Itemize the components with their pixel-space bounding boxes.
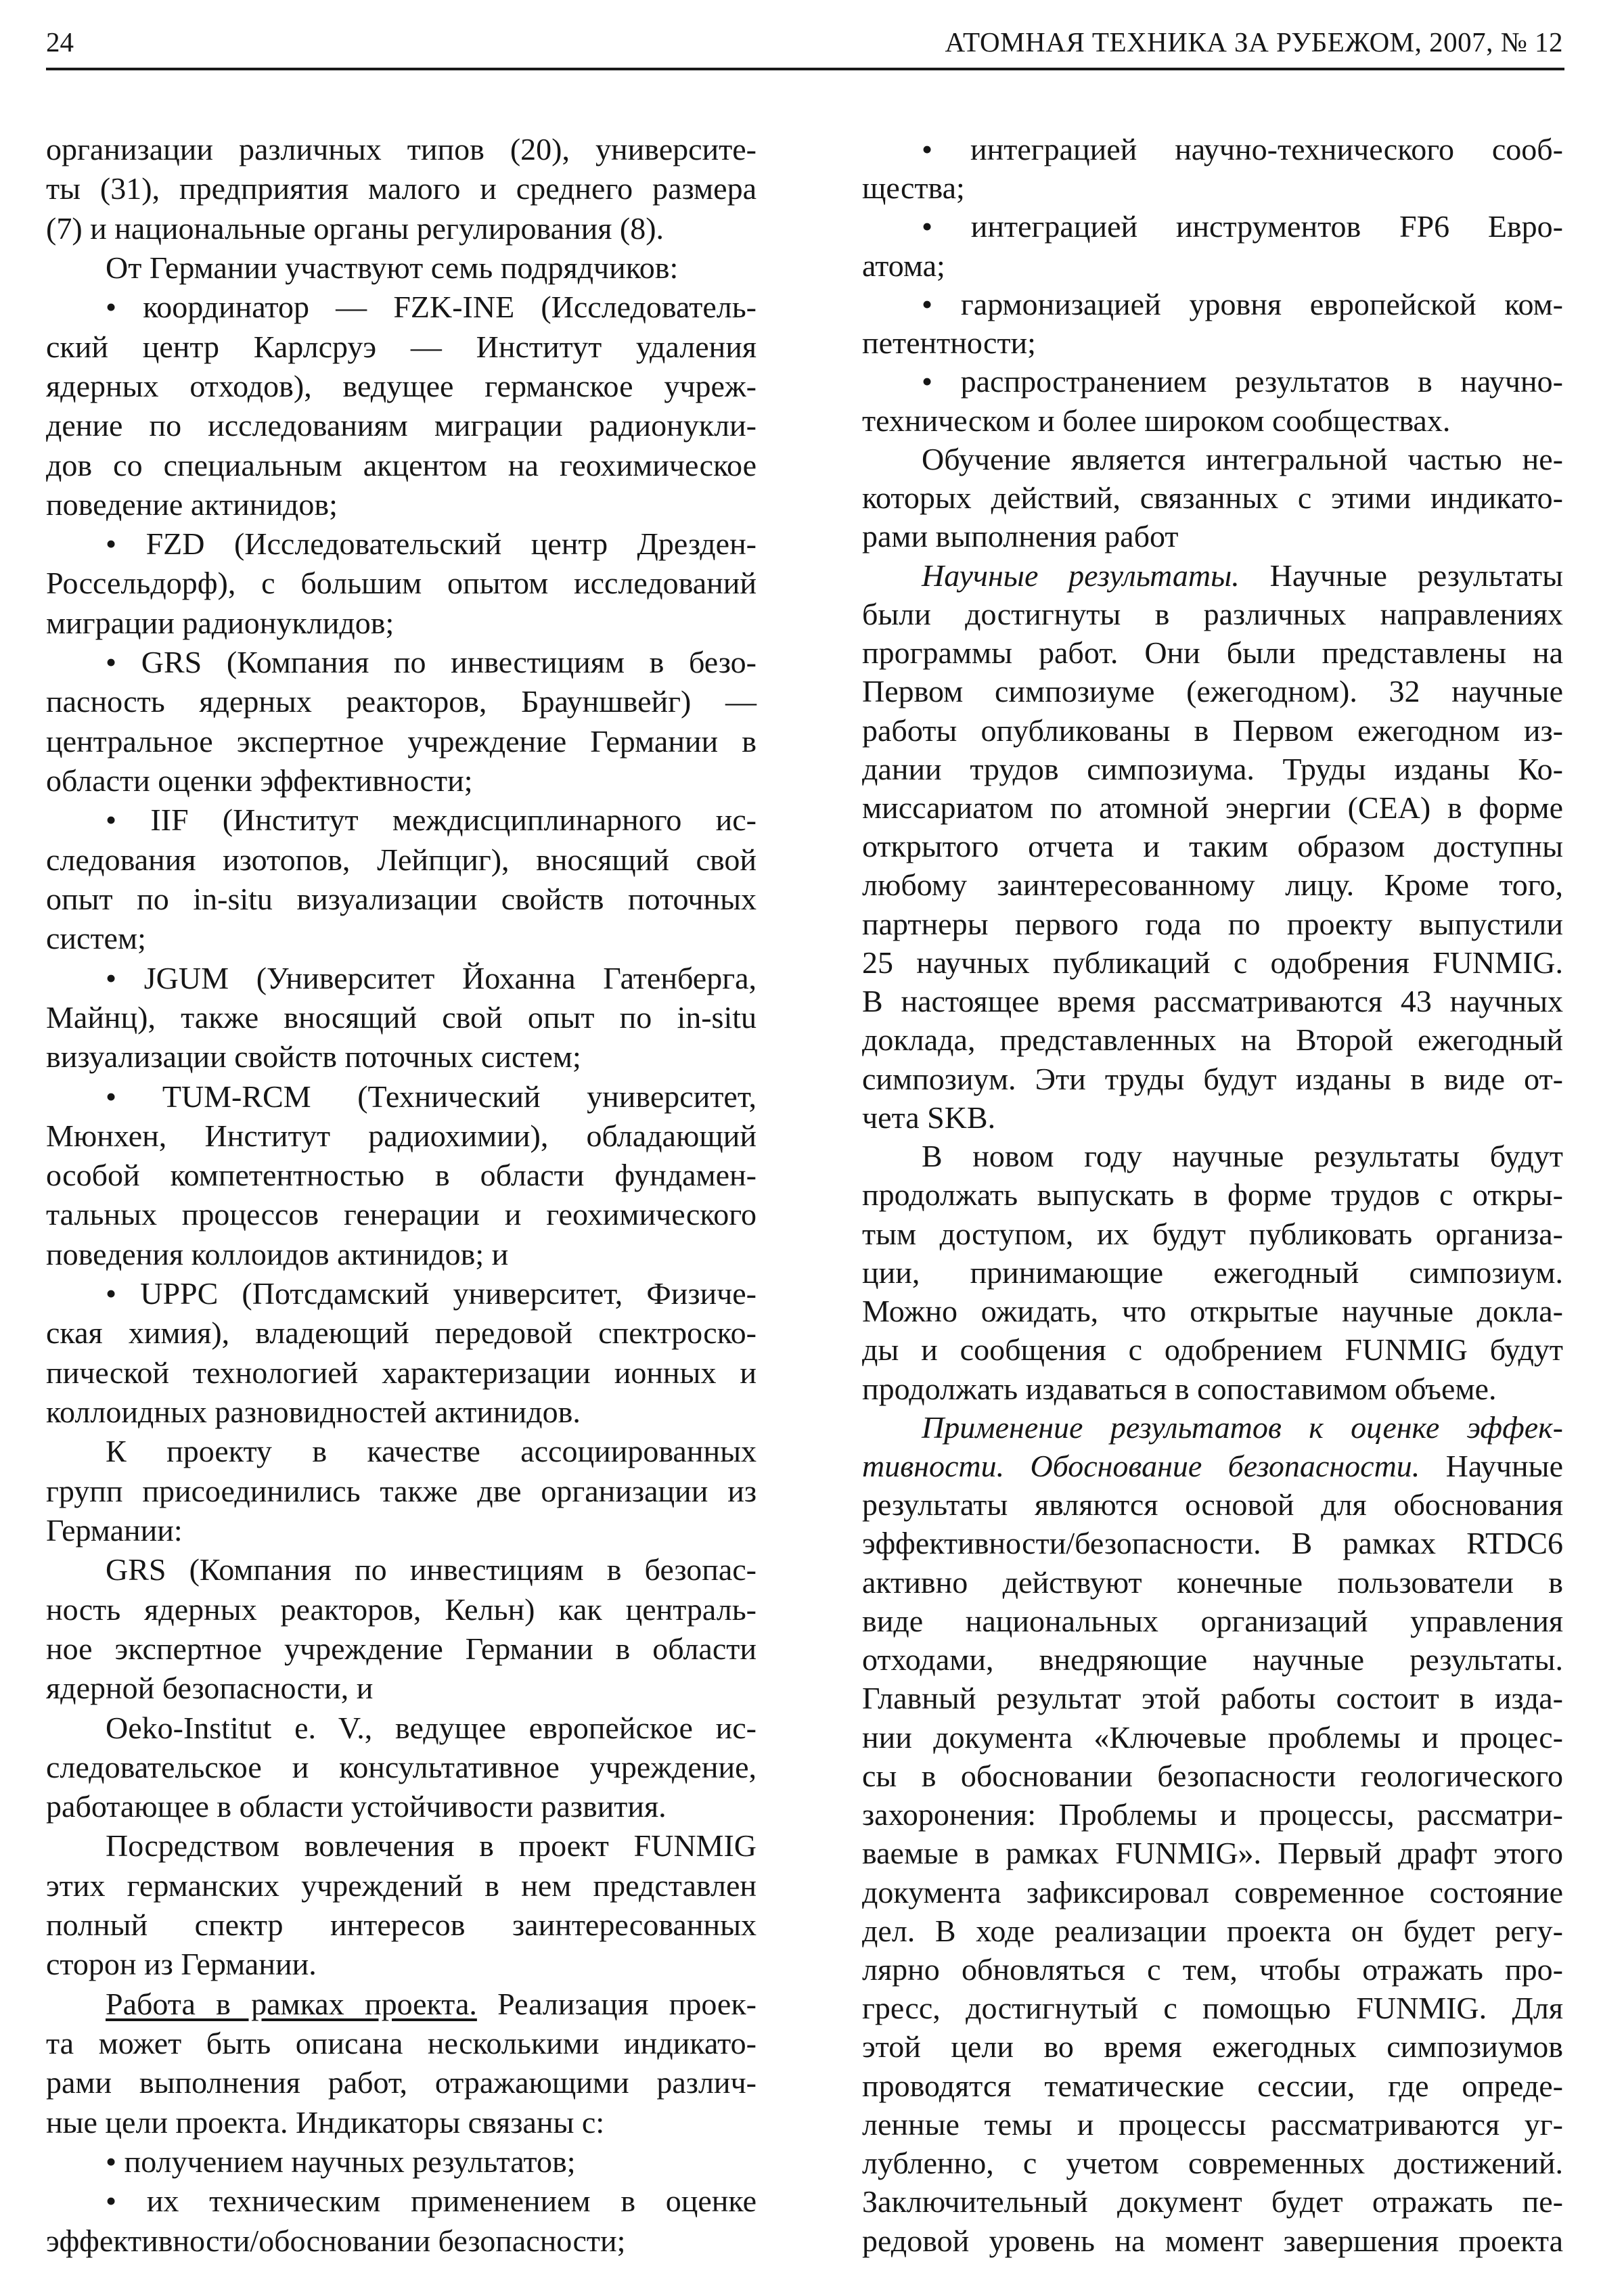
- text-line: [862, 480, 1563, 516]
- line-text: щества;: [862, 171, 965, 206]
- text-line: [862, 1487, 1563, 1523]
- text-line: [862, 1448, 1563, 1485]
- text-line: [862, 983, 1563, 1020]
- line-text: ты (31), предприятия малого и среднего размера: [46, 171, 757, 206]
- text-line: [862, 790, 1563, 826]
- text-line: [862, 1138, 1563, 1175]
- text-line: [46, 1433, 757, 1470]
- text-line: [46, 171, 757, 207]
- line-text: ное экспертное учреждение Германии в области: [46, 1631, 757, 1666]
- line-text: эффективности/обосновании безопасности;: [46, 2223, 626, 2258]
- line-text: центральное экспертное учреждение Германии в: [46, 723, 757, 759]
- line-text: программы работ. Они были представлены на: [862, 635, 1563, 671]
- line-text: ность ядерных реакторов, Кельн) как централь-: [46, 1591, 757, 1627]
- line-text: эффективности/безопасности. В рамках RTDC6: [862, 1526, 1563, 1561]
- line-text: Можно ожидать, что открытые научные докла-: [862, 1294, 1563, 1329]
- text-line: [862, 1332, 1563, 1368]
- text-column-right: [862, 131, 1563, 2259]
- line-text: 25 научных публикаций с одобрения FUNMIG.: [862, 945, 1563, 980]
- text-line: [46, 644, 757, 681]
- text-line: [46, 1631, 757, 1667]
- text-line: [862, 1642, 1563, 1678]
- text-line: [862, 248, 1563, 284]
- line-text: опыт по in-situ визуализации свойств поточных: [46, 881, 757, 916]
- line-text: следования изотопов, Лейпциг), вносящий свой: [46, 842, 757, 877]
- line-text: ленные темы и процессы рассматриваются уг-: [862, 2106, 1563, 2142]
- line-text: Майнц), также вносящий свой опыт по in-situ: [46, 999, 757, 1035]
- line-text: поведения коллоидов актинидов; и: [46, 1236, 509, 1271]
- text-line: [862, 1525, 1563, 1562]
- line-text: активно действуют конечные пользователи в: [862, 1564, 1563, 1600]
- text-line: [862, 1216, 1563, 1252]
- text-line: [46, 1986, 757, 2023]
- text-line: [46, 487, 757, 523]
- line-text: дение по исследованиям миграции радионукли-: [46, 408, 757, 443]
- line-text: • JGUM (Университет Йоханна Гатенберга,: [106, 960, 757, 995]
- text-line: [862, 1874, 1563, 1911]
- line-text: лярно обновляться с тем, чтобы отражать про-: [862, 1952, 1563, 1987]
- text-line: [862, 2106, 1563, 2143]
- text-line: [46, 999, 757, 1036]
- line-text: • GRS (Компания по инвестициям в безо-: [106, 645, 757, 680]
- line-text: атома;: [862, 248, 945, 283]
- line-text: виде национальных организаций управления: [862, 1603, 1563, 1638]
- text-line: [46, 1670, 757, 1707]
- text-line: [46, 2144, 757, 2180]
- text-line: [862, 170, 1563, 206]
- line-text: К проекту в качестве ассоциированных: [106, 1434, 757, 1469]
- line-text: области оценки эффективности;: [46, 763, 473, 798]
- line-text: рами выполнения работ, отражающими различ-: [46, 2065, 757, 2100]
- text-line: [46, 2223, 757, 2259]
- text-line: [46, 289, 757, 325]
- text-line: [862, 2145, 1563, 2182]
- text-line: [862, 1100, 1563, 1136]
- text-line: [46, 1749, 757, 1786]
- text-line: [46, 1512, 757, 1549]
- line-text: Первом симпозиуме (ежегодном). 32 научные: [862, 674, 1563, 709]
- page-number: 24: [46, 26, 74, 58]
- text-line: [862, 1603, 1563, 1640]
- line-text: ядерных отходов), ведущее германское учреж-: [46, 368, 757, 403]
- line-text: дел. В ходе реализации проекта он будет регу-: [862, 1913, 1563, 1948]
- line-text: ваемые в рамках FUNMIG». Первый драфт этого: [862, 1836, 1563, 1871]
- line-text: организации различных типов (20), университе-: [46, 132, 757, 166]
- text-line: [46, 1394, 757, 1430]
- line-text: Oeko-Institut e. V., ведущее европейское ис-: [106, 1710, 757, 1745]
- line-text: полный спектр интересов заинтересованных: [46, 1907, 757, 1943]
- line-text: сы в обосновании безопасности геологического: [862, 1758, 1563, 1793]
- line-text: та может быть описана несколькими индикато-: [46, 2026, 757, 2060]
- text-line: [46, 1196, 757, 1233]
- line-text: петентности;: [862, 325, 1036, 361]
- line-text: • IIF (Институт междисциплинарного ис-: [106, 803, 757, 838]
- line-text: гресс, достигнутый с помощью FUNMIG. Для: [862, 1991, 1563, 2026]
- text-line: [46, 2104, 757, 2141]
- line-text: ядерной безопасности, и: [46, 1671, 374, 1706]
- text-line: [46, 920, 757, 957]
- line-text: поведение актинидов;: [46, 487, 338, 522]
- text-line: [46, 960, 757, 997]
- header-rule: [46, 68, 1564, 70]
- line-text: проводятся тематические сессии, где опреде-: [862, 2068, 1563, 2103]
- text-line: [862, 1022, 1563, 1058]
- text-line: [46, 2025, 757, 2062]
- text-line: [46, 1079, 757, 1115]
- line-text: • FZD (Исследовательский центр Дрезден-: [106, 526, 757, 562]
- text-line: [46, 565, 757, 602]
- text-line: [862, 635, 1563, 671]
- text-line: [862, 208, 1563, 245]
- line-text: лубленно, с учетом современных достижений.: [862, 2146, 1563, 2181]
- text-line: [862, 1758, 1563, 1794]
- text-line: [46, 1552, 757, 1588]
- line-text: • гармонизацией уровня европейской ком-: [922, 286, 1563, 321]
- journal-running-title: АТОМНАЯ ТЕХНИКА ЗА РУБЕЖОМ, 2007, № 12: [945, 26, 1563, 58]
- line-text: пасность ядерных реакторов, Брауншвейг) —: [46, 684, 757, 719]
- text-line: [862, 1255, 1563, 1291]
- line-text: (7) и национальные органы регулирования (8).: [46, 210, 664, 246]
- text-line: [862, 2184, 1563, 2220]
- line-text: Германии:: [46, 1512, 183, 1548]
- text-line: [46, 329, 757, 365]
- text-line: [862, 945, 1563, 981]
- text-line: [862, 286, 1563, 323]
- line-text: Мюнхен, Институт радиохимии), обладающий: [46, 1118, 757, 1153]
- line-text: GRS (Компания по инвестициям в безопас-: [106, 1552, 757, 1587]
- text-line: [46, 2183, 757, 2219]
- line-text: В новом году научные результаты будут: [922, 1139, 1563, 1174]
- text-line: [46, 1315, 757, 1351]
- text-line: [46, 210, 757, 247]
- line-text: ды и сообщения с одобрением FUNMIG будут: [862, 1332, 1563, 1368]
- line-text: • координатор — FZK-INE (Исследователь-: [106, 290, 757, 325]
- text-line: [862, 1177, 1563, 1213]
- line-text: Обучение является интегральной частью не-: [922, 441, 1563, 476]
- line-text: отходами, внедряющие научные результаты.: [862, 1642, 1563, 1677]
- line-text: Научные результаты: [1239, 558, 1563, 593]
- line-text: результаты являются основой для обоснования: [862, 1487, 1563, 1522]
- line-text: продолжать выпускать в форме трудов с откры-: [862, 1177, 1563, 1213]
- text-line: [46, 842, 757, 878]
- line-text: ская химия), владеющий передовой спектроско-: [46, 1315, 757, 1351]
- text-line: [862, 1913, 1563, 1949]
- line-text: коллоидных разновидностей актинидов.: [46, 1395, 581, 1429]
- line-text: симпозиум. Эти труды будут изданы в виде от-: [862, 1061, 1563, 1096]
- text-line: [862, 751, 1563, 788]
- line-text: От Германии участвуют семь подрядчиков:: [106, 250, 679, 285]
- text-line: [46, 2064, 757, 2101]
- line-text: • интеграцией научно-технического сооб-: [922, 132, 1563, 166]
- text-line: [46, 447, 757, 484]
- line-text: систем;: [46, 921, 146, 956]
- text-line: [46, 605, 757, 641]
- line-text: доклада, представленных на Второй ежегодный: [862, 1022, 1563, 1058]
- line-text: партнеры первого года по проекту выпустили: [862, 906, 1563, 941]
- italic-heading: Научные результаты.: [922, 558, 1240, 593]
- text-line: [46, 368, 757, 405]
- line-text: сторон из Германии.: [46, 1947, 317, 1982]
- text-line: [46, 250, 757, 286]
- line-text: этой цели во время ежегодных симпозиумов: [862, 2029, 1563, 2064]
- line-text: Россельдорф), с большим опытом исследований: [46, 566, 757, 601]
- line-text: редовой уровень на момент завершения проекта: [862, 2223, 1563, 2258]
- text-line: [862, 131, 1563, 168]
- line-text: техническом и более широком сообществах.: [862, 403, 1451, 438]
- text-line: [862, 1680, 1563, 1717]
- text-line: [862, 713, 1563, 749]
- line-text: ции, принимающие ежегодный симпозиум.: [862, 1255, 1563, 1290]
- text-line: [46, 526, 757, 562]
- line-text: были достигнуты в различных направлениях: [862, 596, 1563, 631]
- text-line: [46, 1907, 757, 1943]
- text-line: [862, 325, 1563, 361]
- text-line: [46, 1868, 757, 1904]
- line-text: работающее в области устойчивости развития.: [46, 1789, 667, 1824]
- text-line: [46, 1710, 757, 1746]
- text-line: [46, 802, 757, 838]
- line-text: открытого отчета и таким образом доступны: [862, 829, 1563, 864]
- text-line: [46, 1473, 757, 1510]
- text-line: [862, 1990, 1563, 2027]
- line-text: Реализация проек-: [476, 1986, 757, 2021]
- text-line: [862, 828, 1563, 865]
- text-line: [862, 673, 1563, 710]
- italic-heading: тивности. Обоснование безопасности.: [862, 1448, 1420, 1483]
- text-line: [862, 518, 1563, 555]
- line-text: любому заинтересованному лицу. Кроме того,: [862, 867, 1563, 903]
- line-text: Посредством вовлечения в проект FUNMIG: [106, 1828, 757, 1864]
- text-line: [46, 1591, 757, 1628]
- underlined-heading: Работа в рамках проекта.: [106, 1986, 477, 2021]
- line-text: Научные: [1420, 1448, 1563, 1483]
- text-line: [862, 1951, 1563, 1988]
- text-line: [46, 1039, 757, 1075]
- line-text: ский центр Карлсруэ — Институт удаления: [46, 329, 757, 364]
- line-text: • распространением результатов в научно-: [922, 364, 1563, 399]
- text-line: [862, 1564, 1563, 1601]
- text-line: [46, 763, 757, 799]
- line-text: визуализации свойств поточных систем;: [46, 1039, 581, 1075]
- line-text: следовательское и консультативное учреждение,: [46, 1749, 757, 1784]
- text-line: [862, 906, 1563, 943]
- line-text: дов со специальным акцентом на геохимическое: [46, 447, 757, 482]
- line-text: В настоящее время рассматриваются 43 научных: [862, 984, 1563, 1019]
- line-text: групп присоединились также две организации из: [46, 1473, 757, 1508]
- line-text: особой компетентностью в области фундамен-: [46, 1158, 757, 1193]
- text-line: [46, 407, 757, 444]
- text-line: [46, 1355, 757, 1391]
- line-text: Заключительный документ будет отражать пе-: [862, 2184, 1563, 2219]
- text-line: [46, 1828, 757, 1864]
- line-text: Главный результат этой работы состоит в изда-: [862, 1681, 1563, 1716]
- line-text: продолжать издаваться в сопоставимом объеме.: [862, 1371, 1497, 1406]
- text-line: [862, 2223, 1563, 2259]
- text-line: [862, 2029, 1563, 2065]
- line-text: этих германских учреждений в нем представлен: [46, 1868, 757, 1903]
- line-text: тальных процессов генерации и геохимического: [46, 1197, 757, 1232]
- text-line: [46, 683, 757, 720]
- text-line: [46, 1118, 757, 1154]
- line-text: которых действий, связанных с этими индикато-: [862, 480, 1563, 516]
- text-line: [862, 867, 1563, 903]
- text-line: [862, 1293, 1563, 1330]
- text-line: [862, 1719, 1563, 1756]
- line-text: рами выполнения работ: [862, 519, 1179, 554]
- text-line: [46, 881, 757, 918]
- text-line: [46, 1788, 757, 1825]
- text-line: [862, 2068, 1563, 2104]
- line-text: ные цели проекта. Индикаторы связаны с:: [46, 2104, 605, 2140]
- line-text: пической технологией характеризации ионных и: [46, 1355, 757, 1390]
- line-text: работы опубликованы в Первом ежегодном из-: [862, 713, 1563, 748]
- text-line: [862, 1409, 1563, 1446]
- line-text: нии документа «Ключевые проблемы и процес-: [862, 1719, 1563, 1755]
- text-line: [862, 1371, 1563, 1407]
- text-line: [46, 1275, 757, 1312]
- text-line: [862, 596, 1563, 633]
- line-text: миссариатом по атомной энергии (CEA) в форме: [862, 790, 1563, 825]
- text-line: [862, 1797, 1563, 1833]
- text-line: [46, 723, 757, 760]
- line-text: • получением научных результатов;: [106, 2144, 576, 2179]
- line-text: миграции радионуклидов;: [46, 605, 394, 640]
- line-text: тым доступом, их будут публиковать организа-: [862, 1216, 1563, 1251]
- text-line: [862, 363, 1563, 400]
- line-text: дании трудов симпозиума. Труды изданы Ко-: [862, 751, 1563, 786]
- text-line: [862, 1061, 1563, 1098]
- line-text: • их техническим применением в оценке: [106, 2184, 757, 2219]
- italic-heading: Применение результатов к оценке эффек-: [922, 1409, 1563, 1445]
- text-column-left: [46, 131, 757, 2259]
- line-text: документа зафиксировал современное состояние: [862, 1874, 1563, 1910]
- text-line: [862, 558, 1563, 594]
- line-text: • TUM-RCM (Технический университет,: [106, 1079, 757, 1114]
- text-line: [46, 1946, 757, 1983]
- text-line: [862, 403, 1563, 439]
- text-line: [862, 441, 1563, 478]
- line-text: • UPPC (Потсдамский университет, Физиче-: [106, 1276, 757, 1311]
- line-text: чета SKB.: [862, 1100, 996, 1135]
- text-line: [862, 1835, 1563, 1872]
- line-text: • интеграцией инструментов FP6 Евро-: [922, 209, 1563, 244]
- text-line: [46, 1236, 757, 1273]
- text-line: [46, 131, 757, 168]
- line-text: захоронения: Проблемы и процессы, рассматри-: [862, 1797, 1563, 1832]
- text-line: [46, 1157, 757, 1194]
